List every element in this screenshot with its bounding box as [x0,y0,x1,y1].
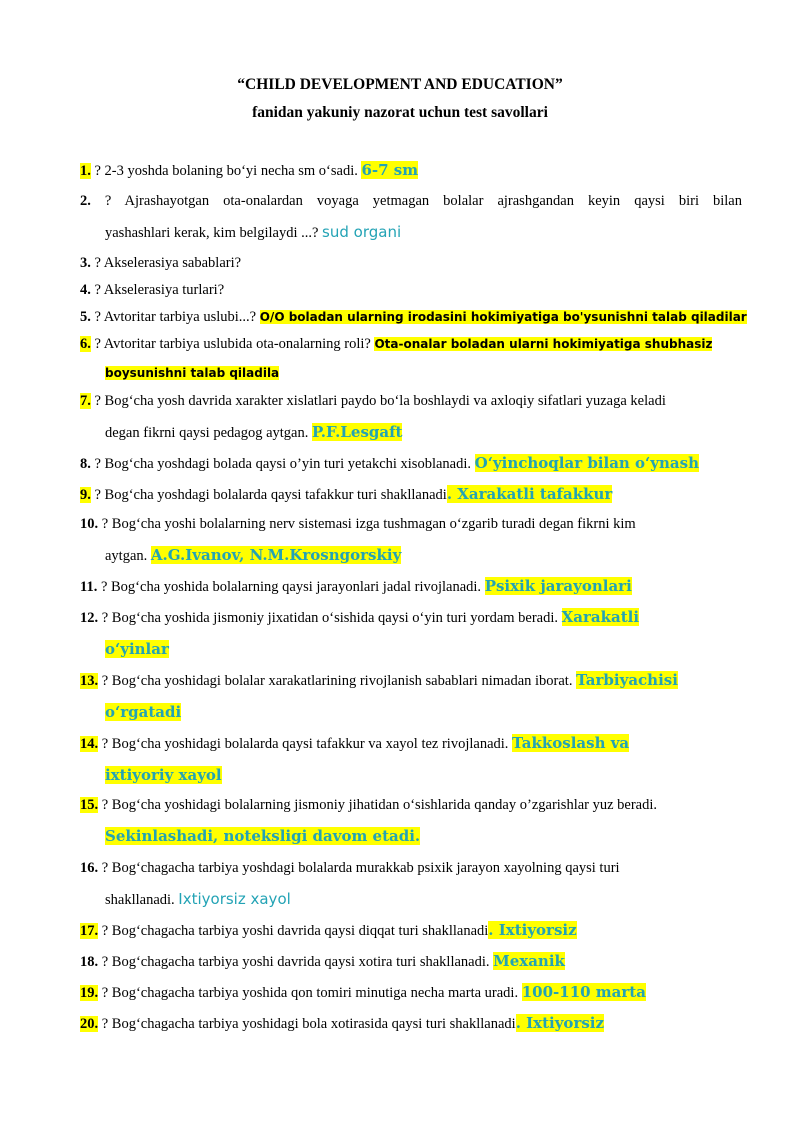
question-text: ? Bog‘cha yoshidagi bolalar xarakatlarining rivojlanish sabablari nimadan iborat. [98,673,577,689]
question-7 [80,386,742,449]
question-number: 6. [80,336,91,352]
answer-text: P.F.Lesgaft [311,423,403,441]
answer-text: Psixik jarayonlari [484,577,632,595]
document-title: “CHILD DEVELOPMENT AND EDUCATION” [237,76,563,93]
question-number: 3. [80,255,91,271]
question-text: ? Bog‘cha yoshdagi bolada qaysi o’yin turi yetakchi xisoblanadi. [90,456,475,472]
question-number: 14. [80,736,99,752]
question-19 [80,977,742,1009]
answer-text: ixtiyoriy xayol [105,766,222,784]
question-number: 10. [80,516,99,532]
question-text: ? Bog‘cha yosh davrida xarakter xislatlari paydo bo‘la boshlaydi va axloqiy sifatlari yuzaga keladi [90,393,666,409]
question-number: 17. [80,923,99,939]
question-text: ? Bog‘cha yoshidagi bolalarda qaysi tafakkur va xayol tez rivojlanadi. [98,736,513,752]
question-2 [80,186,742,249]
question-number: 1. [80,163,91,179]
question-text: ? Bog‘chagacha tarbiya yoshida qon tomiri minutiga necha marta uradi. [98,985,522,1001]
question-number: 12. [80,610,99,626]
answer-text: 6-7 sm [361,161,419,179]
answer-text: . Ixtiyorsiz [515,1014,605,1032]
question-text: ? Bog‘chagacha tarbiya yoshi davrida qaysi diqqat turi shakllanadi [98,923,489,939]
answer-text: 100-110 marta [521,983,646,1001]
question-1 [80,155,742,187]
answer-text: Mexanik [493,952,565,970]
question-number: 4. [80,282,91,298]
answer-text: Xarakatli [561,608,640,626]
question-text: ? Akselerasiya sabablari? [90,255,242,271]
question-text: ? Bog‘cha yoshi bolalarning nerv sistemasi izga tushmagan o‘zgarib turadi degan fikrni kim [98,516,636,532]
question-number: 5. [80,309,91,325]
question-text: yashashlari kerak, kim belgilaydi ...? [105,225,323,241]
answer-text: Tarbiyachisi [576,671,678,689]
question-number: 7. [80,393,91,409]
answer-text: . Ixtiyorsiz [488,921,577,939]
question-13 [80,665,742,729]
question-14 [80,728,742,792]
question-number: 15. [80,797,99,813]
answer-text: Ota-onalar boladan ularni hokimiyatiga shubhasiz [374,337,713,351]
document-subtitle: fanidan yakuniy nazorat uchun test savollari [252,104,548,121]
answer-text: sud organi [322,223,402,241]
question-number: 11. [80,579,98,595]
question-text: ? Bog‘cha yoshidagi bolalarning jismoniy jihatidan o‘sishlarida qanday o’zgarishlar yuz beradi. [98,797,658,813]
question-text: aytgan. [105,548,151,564]
question-text: ? 2-3 yoshda bolaning bo‘yi necha sm o‘sadi. [90,163,362,179]
answer-text: boysunishni talab qiladila [105,366,280,380]
answer-text: A.G.Ivanov, N.M.Krosngorskiy [150,546,402,564]
question-text: shakllanadi. [105,892,179,908]
question-15 [80,790,742,853]
question-text: ? Bog‘cha yoshdagi bolalarda qaysi tafakkur turi shakllanadi [90,487,447,503]
answer-text: Ixtiyorsiz xayol [178,890,291,908]
question-17 [80,915,742,947]
question-number: 9. [80,487,91,503]
question-text: ? Avtoritar tarbiya uslubida ota-onalarning roli? [90,336,375,352]
answer-text: o‘rgatadi [105,703,182,721]
question-5 [80,302,747,333]
question-number: 18. [80,954,99,970]
answer-text: . Xarakatli tafakkur [446,485,613,503]
question-11 [80,571,742,603]
question-number: 13. [80,673,99,689]
question-12 [80,602,742,666]
question-number: 19. [80,985,99,1001]
answer-text: Sekinlashadi, noteksligi davom etadi. [105,827,421,845]
answer-text: Takkoslash va [512,734,630,752]
question-text: ? Ajrashayotgan ota-onalardan voyaga yetmagan bolalar ajrashgandan keyin qaysi biri bilan [90,193,742,209]
question-16 [80,853,742,916]
question-number: 2. [80,193,91,209]
question-text: degan fikrni qaysi pedagog aytgan. [105,425,312,441]
question-6 [80,330,742,388]
answer-text: O/O boladan ularning irodasini hokimiyatiga bo'ysunishni talab qiladilar [259,310,747,324]
question-10 [80,509,742,572]
question-text: ? Bog‘chagacha tarbiya yoshi davrida qaysi xotira turi shakllanadi. [98,954,494,970]
question-text: ? Bog‘cha yoshida jismoniy jixatidan o‘sishida qaysi o‘yin turi yordam beradi. [98,610,562,626]
question-number: 8. [80,456,91,472]
question-text: ? Bog‘cha yoshida bolalarning qaysi jarayonlari jadal rivojlanadi. [97,579,485,595]
question-9 [80,479,742,511]
question-20 [80,1008,742,1040]
question-18 [80,946,742,978]
answer-text: O‘yinchoqlar bilan o‘ynash [474,454,699,472]
question-8 [80,448,742,480]
question-number: 16. [80,860,99,876]
question-number: 20. [80,1016,99,1032]
question-text: ? Bog‘chagacha tarbiya yoshdagi bolalarda murakkab psixik jarayon xayolning qaysi turi [98,860,620,876]
answer-text: o‘yinlar [105,640,169,658]
question-text: ? Akselerasiya turlari? [90,282,225,298]
question-text: ? Bog‘chagacha tarbiya yoshidagi bola xotirasida qaysi turi shakllanadi [98,1016,516,1032]
question-text: ? Avtoritar tarbiya uslubi...? [90,309,260,325]
